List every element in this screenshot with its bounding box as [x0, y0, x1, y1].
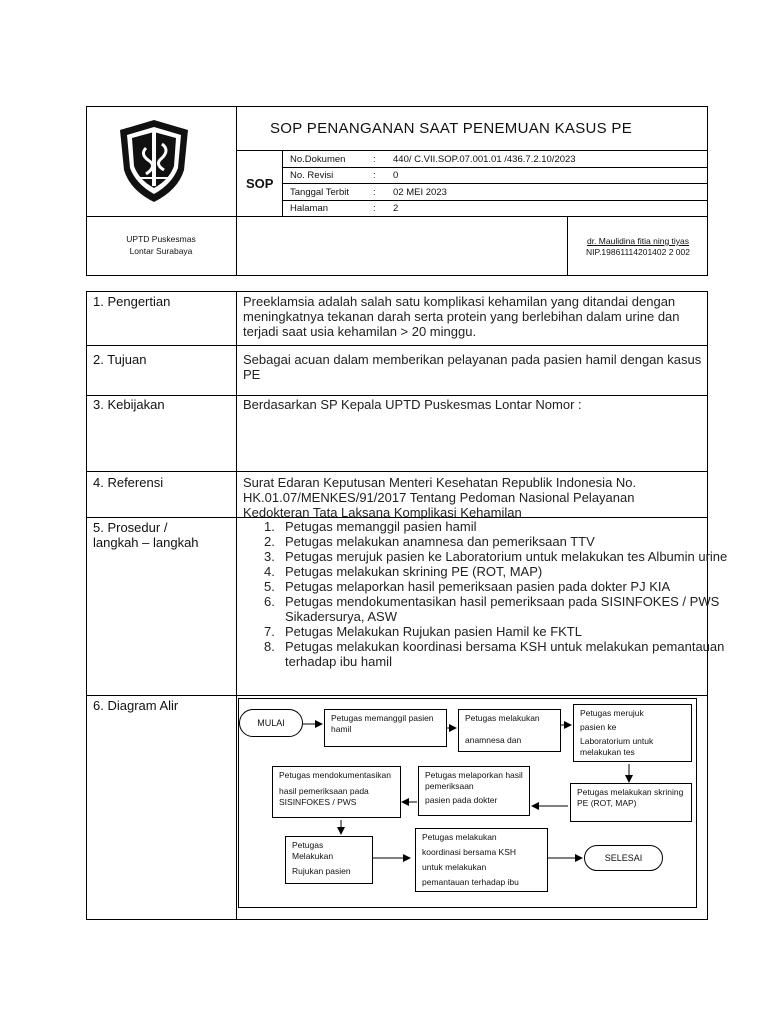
step-text: Petugas melakukan koordinasi bersama KSH untuk melakukan pemantauan terhadap ibu hamil — [285, 639, 725, 669]
flow-step-5 — [418, 766, 530, 816]
meta-value: 440/ C.VII.SOP.07.001.01 /436.7.2.10/2023 — [393, 154, 576, 165]
flow-start: MULAI — [239, 709, 303, 737]
step-text: Petugas melakukan skrining PE (ROT, MAP) — [285, 564, 543, 579]
flow-text: koordinasi bersama KSH — [422, 847, 517, 857]
flow-text: Petugas melakukan — [465, 713, 540, 723]
step-number: 1. — [264, 519, 275, 534]
flow-step-6 — [272, 766, 401, 818]
step-number: 4. — [264, 564, 275, 579]
flow-text: anamnesa dan — [465, 735, 522, 745]
meta-value: 02 MEI 2023 — [393, 187, 447, 198]
meta-key: Halaman — [290, 203, 329, 214]
flow-text: pasien pada dokter — [425, 795, 498, 805]
section-label: 4. Referensi — [93, 475, 164, 490]
section-label: 6. Diagram Alir — [93, 698, 179, 713]
flow-text: pasien ke — [580, 722, 617, 732]
section-label-line: 5. Prosedur / — [93, 520, 168, 535]
flow-text: Laboratorium untuk melakukan tes — [580, 736, 654, 757]
section-text: Preeklamsia adalah salah satu komplikasi kehamilan yang ditandai dengan meningkatnya tekanan darah serta protein yang berlebihan dalam urine dan terjadi saat usia kehamilan > 20 minggu. — [243, 294, 680, 339]
meta-sep: : — [373, 154, 376, 165]
section-label: 2. Tujuan — [93, 352, 147, 367]
step-text: Petugas melakukan anamnesa dan pemeriksaan TTV — [285, 534, 595, 549]
step-number: 3. — [264, 549, 275, 564]
section-text: Berdasarkan SP Kepala UPTD Puskesmas Lontar Nomor : — [243, 397, 582, 412]
flow-step-7 — [285, 836, 373, 884]
section-label: 1. Pengertian — [93, 294, 171, 309]
flow-end: SELESAI — [584, 845, 663, 871]
flow-step-1: Petugas memanggil pasien hamil — [324, 709, 447, 747]
flow-text: Rujukan pasien — [292, 866, 351, 876]
flow-text: pemantauan terhadap ibu — [422, 877, 519, 887]
flow-step-3 — [573, 704, 692, 762]
step-text: Petugas memanggil pasien hamil — [285, 519, 477, 534]
meta-value: 0 — [393, 170, 399, 181]
unit-line: Lontar Surabaya — [129, 246, 193, 256]
flow-text: Petugas merujuk — [580, 708, 644, 718]
flow-text: untuk melakukan — [422, 862, 487, 872]
unit-line: UPTD Puskesmas — [126, 234, 196, 244]
step-text: Petugas Melakukan Rujukan pasien Hamil ke FKTL — [285, 624, 582, 639]
step-text: Petugas mendokumentasikan hasil pemeriksaan pada SISINFOKES / PWS Sikadersurya, ASW — [285, 594, 720, 624]
flow-text: Petugas melaporkan hasil pemeriksaan — [425, 770, 523, 791]
meta-value: 2 — [393, 203, 399, 214]
step-number: 5. — [264, 579, 275, 594]
step-text: Petugas melaporkan hasil pemeriksaan pasien pada dokter PJ KIA — [285, 579, 671, 594]
step-number: 6. — [264, 594, 275, 609]
step-number: 7. — [264, 624, 275, 639]
meta-sep: : — [373, 203, 376, 214]
step-text: Petugas merujuk pasien ke Laboratorium untuk melakukan tes Albumin urine — [285, 549, 728, 564]
flow-text: Petugas mendokumentasikan — [279, 770, 391, 780]
flow-step-8 — [415, 828, 548, 892]
meta-sep: : — [373, 187, 376, 198]
meta-sep: : — [373, 170, 376, 181]
section-label-line: langkah – langkah — [93, 535, 199, 550]
meta-key: No. Revisi — [290, 170, 334, 181]
flow-step-4: Petugas melakukan skrining PE (ROT, MAP) — [570, 783, 692, 822]
flow-step-2 — [458, 709, 561, 752]
flow-text: Petugas melakukan — [422, 832, 497, 842]
step-number: 8. — [264, 639, 275, 654]
signer-nip: NIP.19861114201402 2 002 — [586, 247, 690, 257]
section-text: Sebagai acuan dalam memberikan pelayanan pada pasien hamil dengan kasus PE — [243, 352, 702, 382]
section-text: Surat Edaran Keputusan Menteri Kesehatan Republik Indonesia No. HK.01.07/MENKES/91/2017 Tentang Pedoman Nasional Pelayanan Kedokteran Tata Laksana Komplikasi Kehamilan — [243, 475, 637, 520]
section-label: 3. Kebijakan — [93, 397, 165, 412]
sop-label: SOP — [246, 176, 274, 191]
page-title: SOP PENANGANAN SAAT PENEMUAN KASUS PE — [270, 120, 633, 137]
flow-text: hasil pemeriksaan pada SISINFOKES / PWS — [279, 786, 369, 807]
flow-text: Petugas Melakukan — [292, 840, 334, 861]
meta-key: No.Dokumen — [290, 154, 346, 165]
signer-name: dr. Maulidina fitia ning tiyas — [586, 236, 690, 246]
step-number: 2. — [264, 534, 275, 549]
meta-key: Tanggal Terbit — [290, 187, 349, 198]
